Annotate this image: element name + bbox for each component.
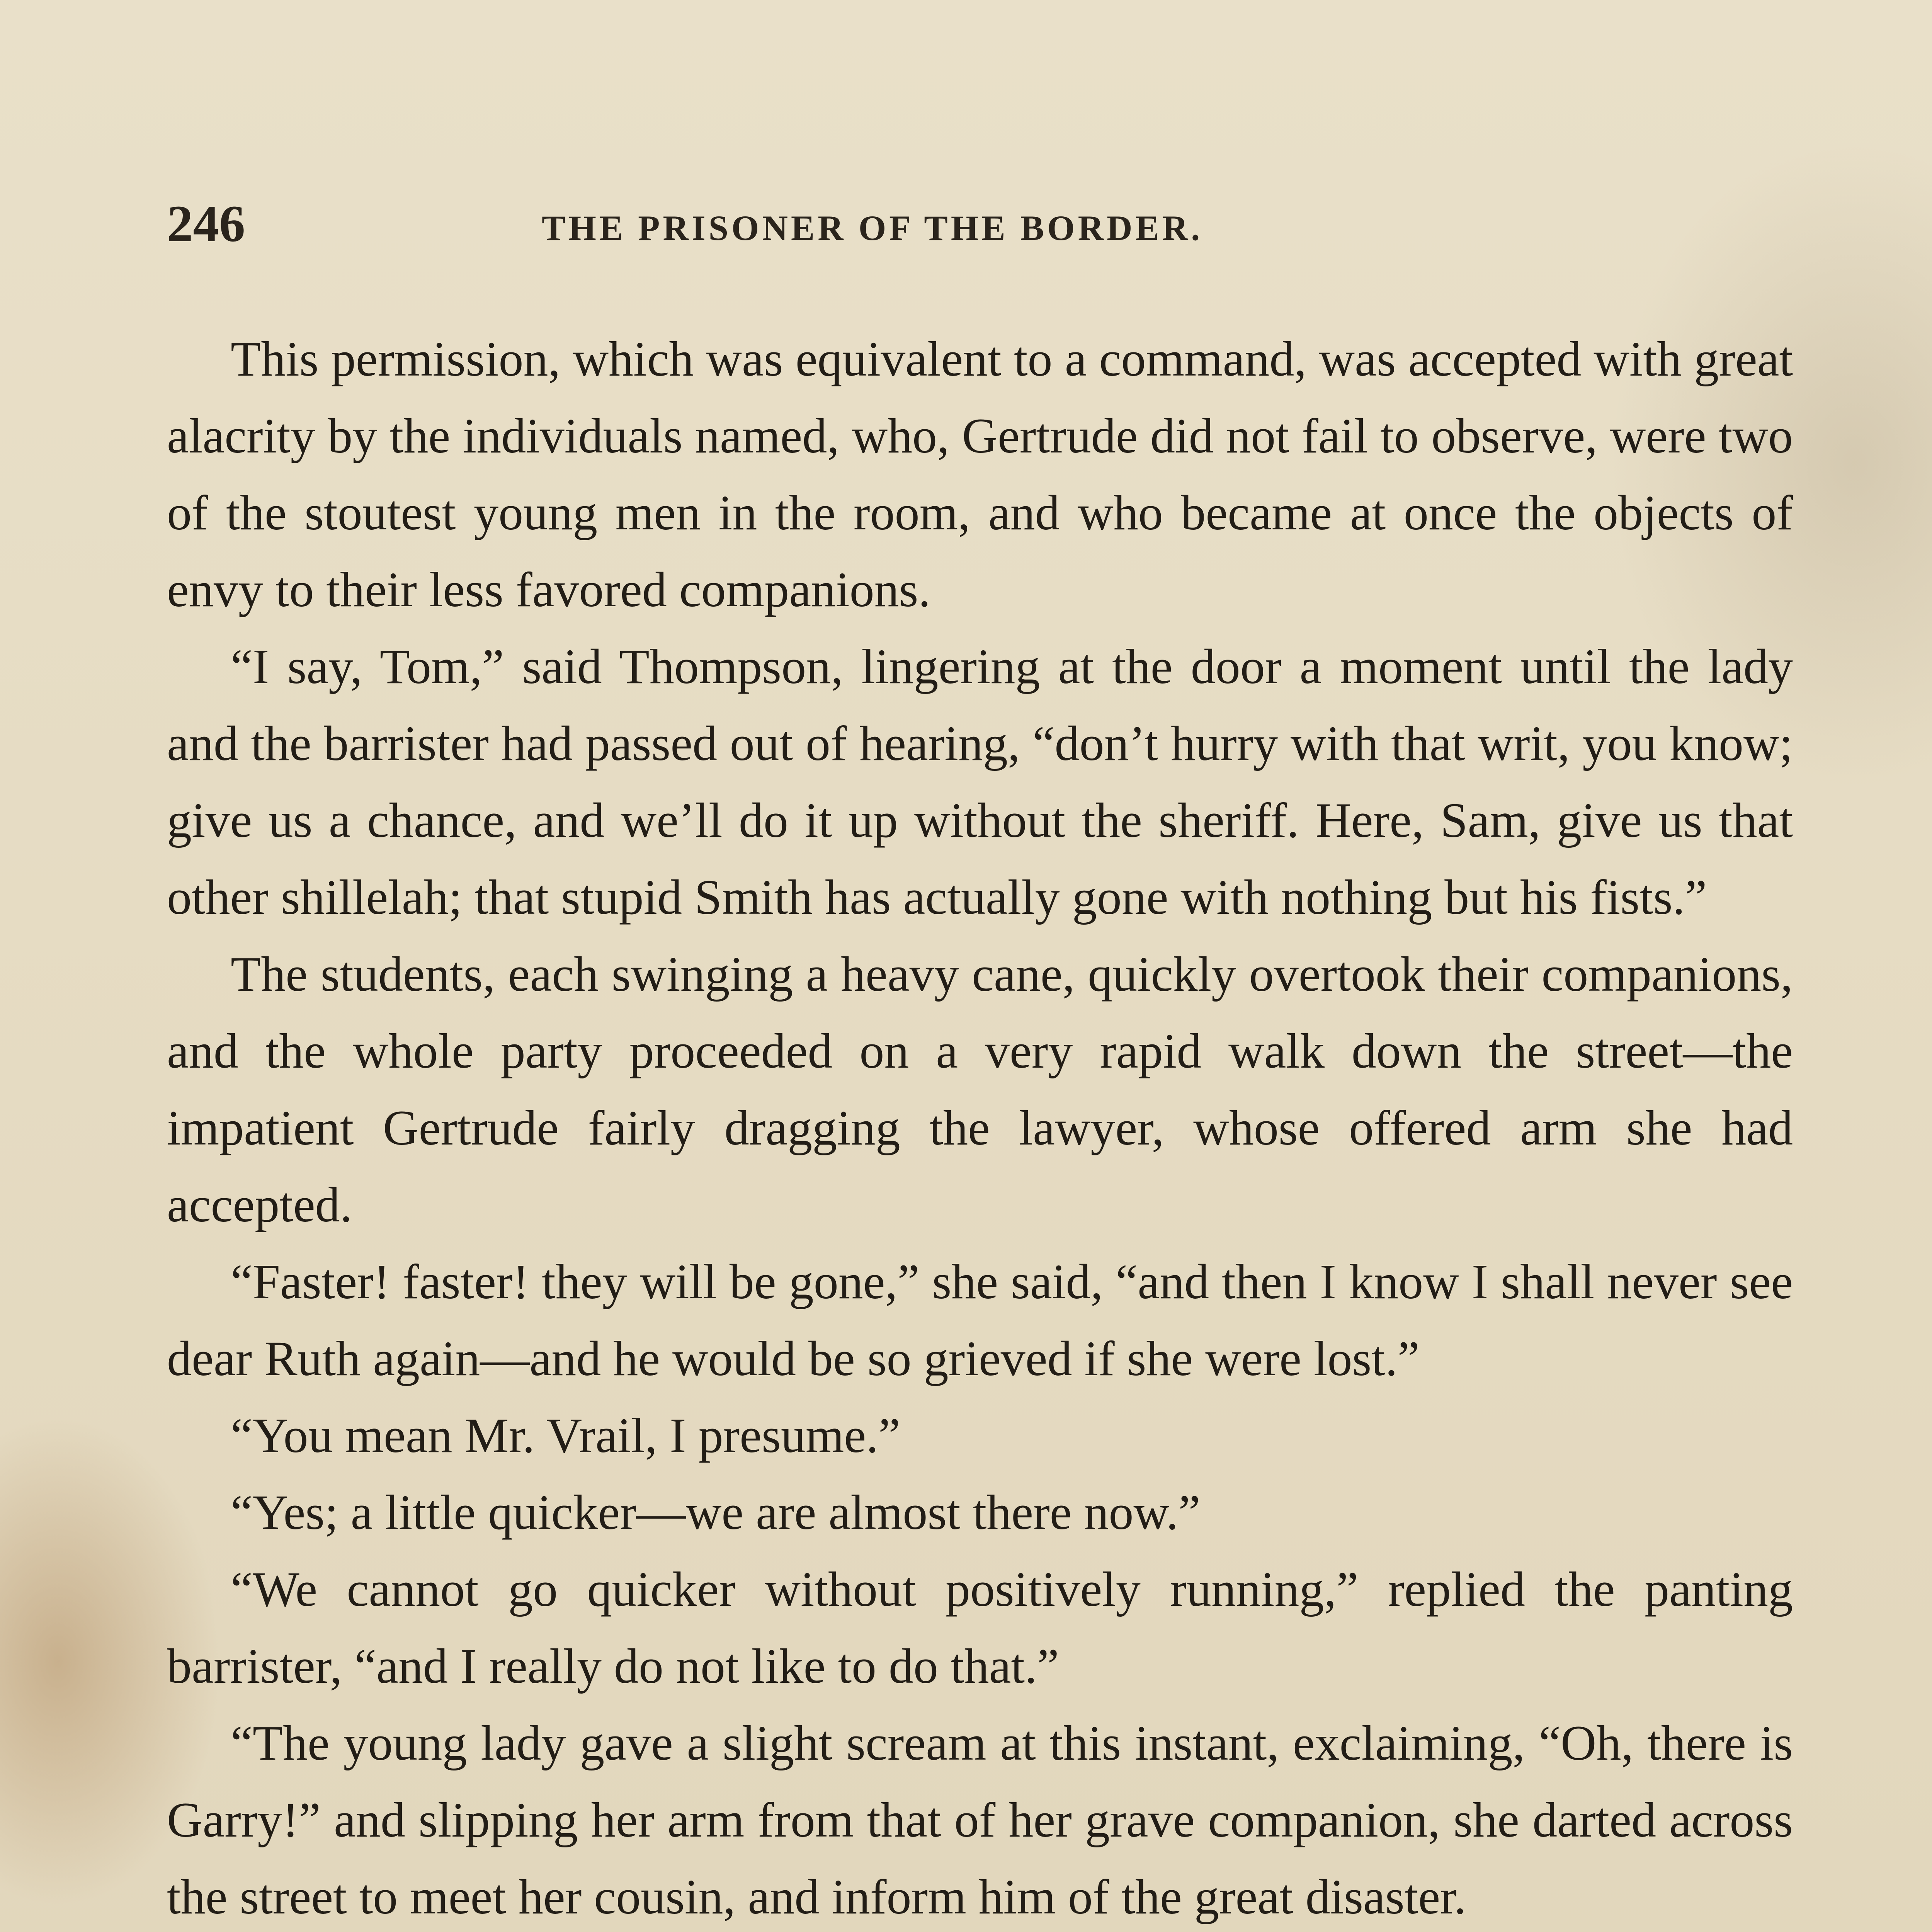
page-number: 246 [167, 195, 245, 253]
paragraph: “You mean Mr. Vrail, I presume.” [231, 1408, 901, 1463]
page-body [167, 321, 1793, 1932]
paragraph: This permission, which was equivalent to a command, was accepted with great alacrity by the individuals named, who, Gertrude did not fail to observe, were two of the stoutest young men in the room, and who became at once the objects of envy to their less favored companions. [167, 332, 1793, 617]
paragraph: “Faster! faster! they will be gone,” she said, “and then I know I shall never see dear Ruth again—and he would be so grieved if she were lost.” [167, 1254, 1793, 1386]
paragraph: “The young lady gave a slight scream at this instant, exclaiming, “Oh, there is Garry!” and slipping her arm from that of her grave companion, she darted across the street to meet her cousin, and inform him of the great disaster. [167, 1716, 1793, 1924]
paragraph: “We cannot go quicker without positively running,” replied the panting barrister, “and I really do not like to do that.” [167, 1562, 1793, 1694]
paragraph: The students, each swinging a heavy cane, quickly overtook their companions, and the whole party proceeded on a very rapid walk down the street—the impatient Gertrude fairly dragging the lawyer, whose offered arm she had accepted. [167, 947, 1793, 1232]
paragraph: “Yes; a little quicker—we are almost there now.” [231, 1485, 1201, 1540]
running-title: THE PRISONER OF THE BORDER. [542, 208, 1203, 248]
paragraph: “I say, Tom,” said Thompson, lingering at the door a moment until the lady and the barrister had passed out of hearing, “don’t hurry with that writ, you know; give us a chance, and we’ll do it up without the sheriff. Here, Sam, give us that other shillelah; that stupid Smith has actually gone with nothing but his fists.” [167, 639, 1793, 925]
page-header [167, 193, 1793, 255]
